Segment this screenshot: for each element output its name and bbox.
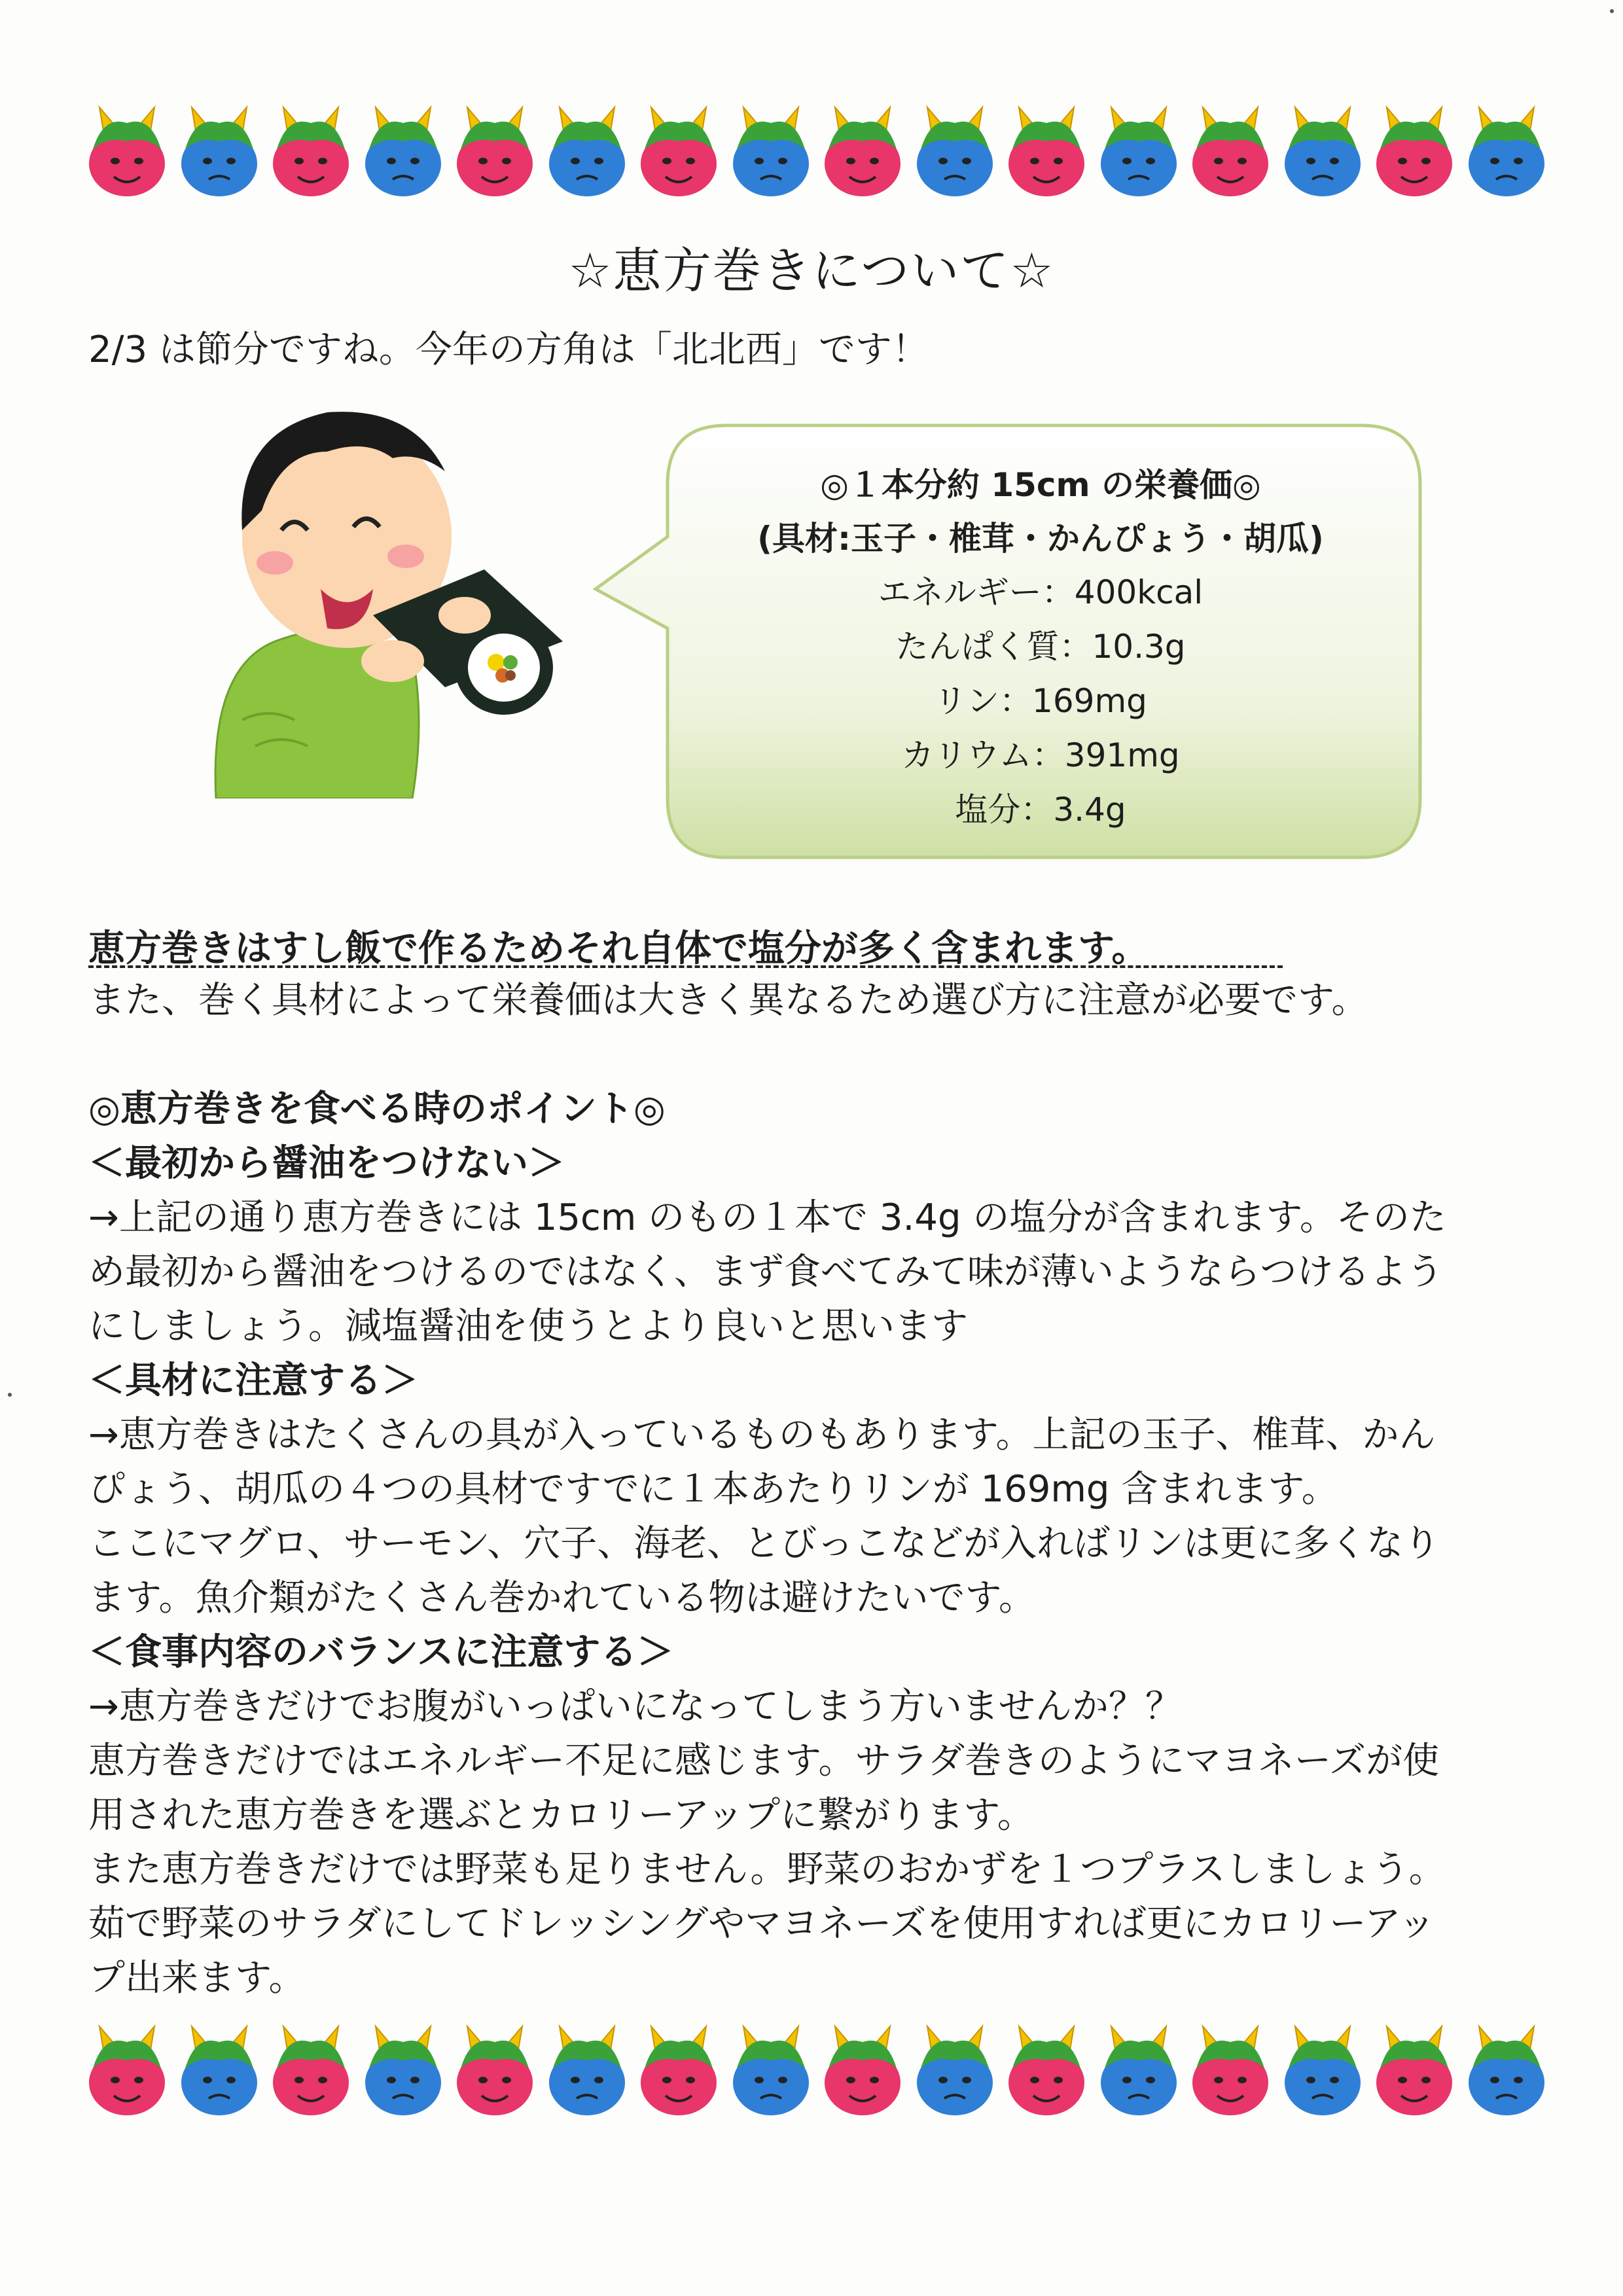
blue-oni-icon bbox=[912, 2022, 998, 2121]
red-oni-icon bbox=[635, 103, 722, 202]
blue-oni-icon bbox=[1463, 103, 1550, 202]
red-oni-icon bbox=[84, 103, 170, 202]
nutrition-protein: たんぱく質：10.3g bbox=[895, 628, 1186, 666]
section-line: 恵方巻きだけではエネルギー不足に感じます。サラダ巻きのようにマヨネーズが使 bbox=[88, 1740, 1440, 1782]
section-line: →上記の通り恵方巻きには 15cm のもの１本で 3.4g の塩分が含まれます。そのた bbox=[88, 1196, 1446, 1239]
blue-oni-icon bbox=[728, 2022, 814, 2121]
nutrition-energy: エネルギー：400kcal bbox=[878, 573, 1204, 611]
blue-oni-icon bbox=[1096, 103, 1182, 202]
blue-oni-icon bbox=[360, 103, 446, 202]
page-title: ☆恵方巻きについて☆ bbox=[568, 243, 1055, 299]
section-line: にしましょう。減塩醤油を使うとより良いと思います bbox=[88, 1305, 968, 1348]
nutrition-potassium: カリウム：391mg bbox=[901, 736, 1180, 774]
blue-oni-icon bbox=[1096, 2022, 1182, 2121]
nutrition-salt: 塩分：3.4g bbox=[955, 791, 1126, 829]
section-line: 茹で野菜のサラダにしてドレッシングやマヨネーズを使用すれば更にカロリーアッ bbox=[88, 1903, 1435, 1945]
blue-oni-icon bbox=[544, 2022, 630, 2121]
section-title-ingredients: ＜具材に注意する＞ bbox=[88, 1359, 418, 1402]
section-line: →恵方巻きだけでお腹がいっぱいになってしまう方いませんか？？ bbox=[88, 1685, 1182, 1728]
lead-underline bbox=[88, 965, 1283, 968]
red-oni-icon bbox=[452, 103, 538, 202]
red-oni-icon bbox=[819, 2022, 906, 2121]
points-heading: ◎恵方巻きを食べる時のポイント◎ bbox=[88, 1088, 666, 1130]
blue-oni-icon bbox=[176, 2022, 262, 2121]
oni-border-top bbox=[84, 103, 1550, 202]
red-oni-icon bbox=[635, 2022, 722, 2121]
red-oni-icon bbox=[1187, 103, 1274, 202]
section-line: ます。魚介類がたくさん巻かれている物は避けたいです。 bbox=[88, 1577, 1036, 1619]
red-oni-icon bbox=[268, 103, 354, 202]
red-oni-icon bbox=[268, 2022, 354, 2121]
scan-speck bbox=[8, 1393, 12, 1397]
section-title-balance: ＜食事内容のバランスに注意する＞ bbox=[88, 1631, 674, 1674]
section-line: ここにマグロ、サーモン、穴子、海老、とびっこなどが入ればリンは更に多くなり bbox=[88, 1522, 1440, 1565]
blue-oni-icon bbox=[1279, 2022, 1366, 2121]
intro-text: 2/3 は節分ですね。今年の方角は「北北西」です！ bbox=[88, 329, 929, 371]
red-oni-icon bbox=[1003, 103, 1090, 202]
lead-line2: また、巻く具材によって栄養価は大きく異なるため選び方に注意が必要です。 bbox=[88, 979, 1368, 1022]
red-oni-icon bbox=[452, 2022, 538, 2121]
red-oni-icon bbox=[1371, 2022, 1457, 2121]
red-oni-icon bbox=[1187, 2022, 1274, 2121]
points-section bbox=[88, 1082, 1528, 2005]
scan-speck bbox=[1610, 9, 1614, 13]
section-line: →恵方巻きはたくさんの具が入っているものもあります。上記の玉子、椎茸、かん bbox=[88, 1414, 1436, 1456]
blue-oni-icon bbox=[544, 103, 630, 202]
nutrition-ingredients: (具材:玉子・椎茸・かんぴょう・胡瓜) bbox=[757, 520, 1324, 558]
section-line: め最初から醤油をつけるのではなく、まず食べてみて味が薄いようならつけるよう bbox=[88, 1251, 1444, 1293]
nutrition-phosphorus: リン：169mg bbox=[934, 682, 1147, 720]
blue-oni-icon bbox=[912, 103, 998, 202]
nutrition-heading: ◎１本分約 15cm の栄養価◎ bbox=[820, 466, 1261, 504]
red-oni-icon bbox=[819, 103, 906, 202]
nutrition-panel bbox=[674, 458, 1407, 837]
blue-oni-icon bbox=[1279, 103, 1366, 202]
oni-border-bottom bbox=[84, 2022, 1550, 2121]
red-oni-icon bbox=[84, 2022, 170, 2121]
boy-eating-ehomaki-illustration bbox=[196, 380, 589, 798]
section-line: プ出来ます。 bbox=[88, 1957, 306, 2000]
lead-emphasis: 恵方巻きはすし飯で作るためそれ自体で塩分が多く含まれます。 bbox=[88, 927, 1149, 970]
blue-oni-icon bbox=[176, 103, 262, 202]
red-oni-icon bbox=[1371, 103, 1457, 202]
blue-oni-icon bbox=[728, 103, 814, 202]
section-line: また恵方巻きだけでは野菜も足りません。野菜のおかずを１つプラスしましょう。 bbox=[88, 1848, 1446, 1891]
section-title-soy-sauce: ＜最初から醤油をつけない＞ bbox=[88, 1142, 565, 1185]
blue-oni-icon bbox=[360, 2022, 446, 2121]
section-line: 用された恵方巻きを選ぶとカロリーアップに繋がります。 bbox=[88, 1794, 1034, 1837]
section-line: ぴょう、胡瓜の４つの具材ですでに１本あたりリンが 169mg 含まれます。 bbox=[88, 1468, 1338, 1511]
blue-oni-icon bbox=[1463, 2022, 1550, 2121]
red-oni-icon bbox=[1003, 2022, 1090, 2121]
